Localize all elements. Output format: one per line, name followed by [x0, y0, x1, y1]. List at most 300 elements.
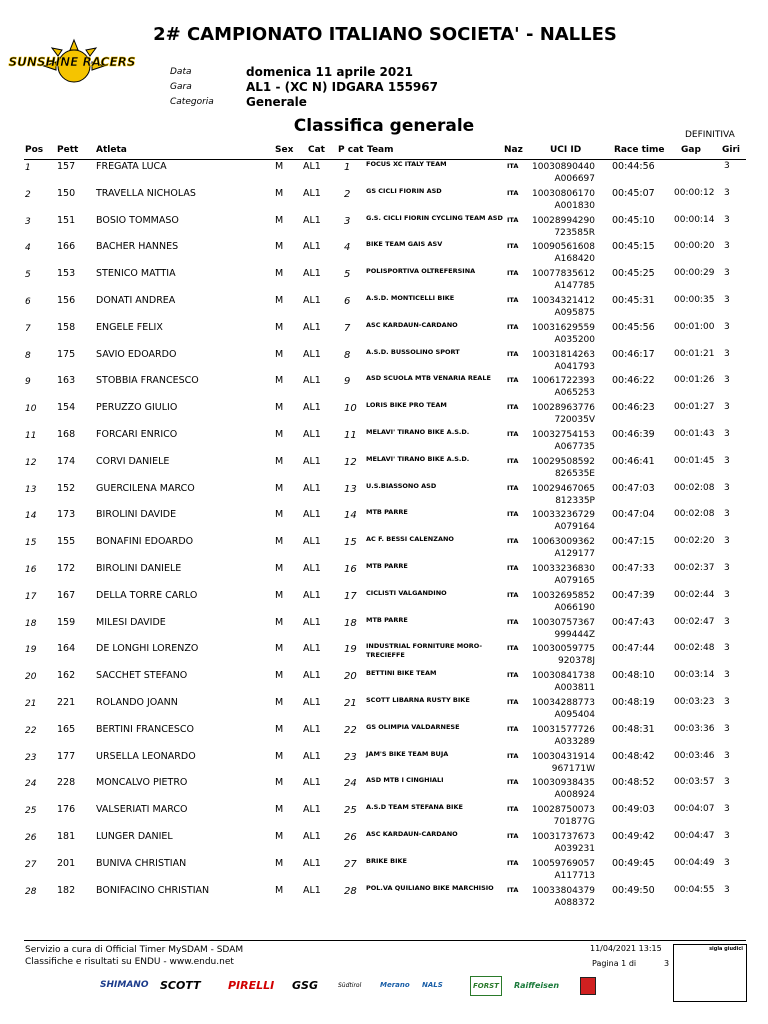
cell-sex: M — [275, 214, 284, 226]
cell-pos: 1 — [25, 163, 31, 173]
cell-pos: 2 — [25, 189, 31, 200]
cell-naz: ITA — [507, 376, 519, 385]
cell-giri: 3 — [724, 241, 730, 252]
table-row — [0, 294, 768, 321]
cell-gap: 00:03:46 — [674, 750, 715, 761]
cell-pett: 175 — [57, 348, 76, 360]
cell-pos: 13 — [25, 484, 37, 495]
cell-uci: 10030757367 999444Z — [532, 617, 595, 640]
cell-team: GS OLIMPIA VALDARNESE — [366, 722, 460, 731]
cell-uci: 10031629559 A035200 — [532, 322, 595, 345]
cell-naz: ITA — [507, 617, 519, 626]
table-header — [0, 145, 768, 159]
cell-atleta: BIROLINI DANIELE — [96, 562, 182, 574]
cell-team: CICLISTI VALGANDINO — [366, 588, 447, 597]
cell-cat: AL1 — [303, 723, 321, 735]
sponsor-sudtirol: Südtirol — [338, 981, 362, 989]
cell-team: POLISPORTIVA OLTREFERSINA — [366, 267, 476, 276]
cell-cat: AL1 — [303, 643, 321, 655]
cell-time: 00:49:50 — [612, 884, 655, 896]
cell-pos: 6 — [25, 296, 31, 307]
cell-team: LORIS BIKE PRO TEAM — [366, 401, 447, 410]
cell-pcat: 26 — [344, 831, 357, 843]
cell-gap: 00:03:14 — [674, 670, 715, 681]
cell-sex: M — [275, 348, 284, 360]
cell-pett: 154 — [57, 402, 76, 414]
cell-pos: 7 — [25, 323, 31, 334]
cell-pos: 5 — [25, 270, 31, 281]
cell-sex: M — [275, 723, 284, 735]
cell-pett: 155 — [57, 536, 76, 548]
cell-cat: AL1 — [303, 562, 321, 574]
cell-cat: AL1 — [303, 455, 321, 467]
cell-giri: 3 — [724, 482, 730, 493]
cell-time: 00:49:42 — [612, 830, 655, 842]
cell-atleta: BERTINI FRANCESCO — [96, 723, 195, 735]
cell-atleta: ROLANDO JOANN — [96, 696, 178, 708]
table-row — [0, 482, 768, 509]
cell-uci: 10030841738 A003811 — [532, 671, 595, 694]
cell-pos: 17 — [25, 591, 37, 602]
cell-pett: 176 — [57, 804, 76, 816]
cell-pos: 18 — [25, 618, 37, 629]
cell-pett: 156 — [57, 294, 76, 306]
data-label: Data — [170, 67, 192, 77]
cell-team: G.S. CICLI FIORIN CYCLING TEAM ASD — [366, 213, 503, 222]
page-title: 2# CAMPIONATO ITALIANO SOCIETA' - NALLES — [153, 24, 617, 45]
table-row — [0, 616, 768, 643]
cell-team: U.S.BIASSONO ASD — [366, 481, 437, 490]
cell-giri: 3 — [724, 750, 730, 761]
cell-gap: 00:01:26 — [674, 375, 715, 386]
cell-pett: 182 — [57, 884, 76, 896]
cell-cat: AL1 — [303, 670, 321, 682]
cell-pos: 16 — [25, 564, 37, 575]
cell-pos: 28 — [25, 886, 37, 897]
cell-time: 00:45:31 — [612, 294, 655, 306]
cell-pett: 177 — [57, 750, 76, 762]
table-row — [0, 776, 768, 803]
cell-gap: 00:02:44 — [674, 589, 715, 600]
cell-sex: M — [275, 643, 284, 655]
cell-pcat: 5 — [344, 269, 351, 281]
cell-cat: AL1 — [303, 750, 321, 762]
cell-naz: ITA — [507, 644, 519, 653]
cell-pcat: 16 — [344, 563, 357, 575]
cell-naz: ITA — [507, 778, 519, 787]
cell-sex: M — [275, 375, 284, 387]
cell-team: ASD MTB I CINGHIALI — [366, 776, 444, 785]
data-value: domenica 11 aprile 2021 — [246, 65, 413, 79]
cell-time: 00:45:15 — [612, 241, 655, 253]
cell-team: POL.VA QUILIANO BIKE MARCHISIO — [366, 883, 494, 892]
cell-time: 00:45:56 — [612, 321, 655, 333]
cell-cat: AL1 — [303, 616, 321, 628]
cell-pcat: 25 — [344, 805, 357, 817]
cell-pcat: 13 — [344, 483, 357, 495]
cell-pos: 12 — [25, 457, 37, 468]
cell-gap: 00:02:08 — [674, 482, 715, 493]
cell-time: 00:48:31 — [612, 723, 655, 735]
cell-uci: 10028750073 701877G — [532, 805, 595, 828]
cell-gap: 00:01:45 — [674, 455, 715, 466]
sponsor-pirelli: PIRELLI — [228, 978, 275, 992]
cell-sex: M — [275, 589, 284, 601]
gara-label: Gara — [170, 82, 192, 92]
cell-time: 00:47:04 — [612, 509, 655, 521]
cell-naz: ITA — [507, 537, 519, 546]
cell-pcat: 20 — [344, 671, 357, 683]
cell-atleta: LUNGER DANIEL — [96, 830, 173, 842]
cell-pos: 22 — [25, 725, 37, 736]
cell-cat: AL1 — [303, 161, 321, 172]
cell-uci: 10034321412 A095875 — [532, 295, 595, 318]
table-row — [0, 857, 768, 884]
cell-uci: 10030938435 A008924 — [532, 778, 595, 801]
cell-sex: M — [275, 455, 284, 467]
cell-giri: 3 — [724, 804, 730, 815]
cell-atleta: DE LONGHI LORENZO — [96, 643, 199, 655]
cell-uci: 10031577726 A033289 — [532, 724, 595, 747]
sponsor-gsg: GSG — [292, 978, 318, 992]
sponsor-shimano: SHIMANO — [100, 980, 149, 990]
cell-gap: 00:04:07 — [674, 804, 715, 815]
sponsor-merano: Merano — [380, 981, 410, 989]
cell-giri: 3 — [724, 562, 730, 573]
table-row — [0, 267, 768, 294]
cell-uci: 10090561608 A168420 — [532, 242, 595, 265]
cell-cat: AL1 — [303, 857, 321, 869]
cell-pcat: 19 — [344, 644, 357, 656]
cell-pos: 26 — [25, 832, 37, 843]
footer-credits — [25, 944, 243, 968]
cell-naz: ITA — [507, 269, 519, 278]
cell-giri: 3 — [724, 589, 730, 600]
cell-giri: 3 — [724, 509, 730, 520]
cell-gap: 00:00:29 — [674, 268, 715, 279]
cell-time: 00:47:44 — [612, 643, 655, 655]
cell-sex: M — [275, 777, 284, 789]
cell-pcat: 10 — [344, 403, 357, 415]
cell-sex: M — [275, 241, 284, 253]
cell-uci: 10063009362 A129177 — [532, 537, 595, 560]
cell-giri: 3 — [724, 455, 730, 466]
status-badge: DEFINITIVA — [685, 130, 735, 140]
cell-cat: AL1 — [303, 214, 321, 226]
col-gap: Gap — [681, 145, 701, 155]
cell-pos: 21 — [25, 698, 37, 709]
cell-gap: 00:04:55 — [674, 884, 715, 895]
sponsor-raiffeisen: Raiffeisen — [514, 980, 560, 990]
cell-gap: 00:04:49 — [674, 857, 715, 868]
table-row — [0, 401, 768, 428]
cell-atleta: STOBBIA FRANCESCO — [96, 375, 199, 387]
cell-atleta: DONATI ANDREA — [96, 294, 176, 306]
cell-sex: M — [275, 670, 284, 682]
cell-pos: 23 — [25, 752, 37, 763]
footer-line1: Servizio a cura di Official Timer MySDAM - SDAM — [25, 945, 244, 955]
cell-cat: AL1 — [303, 375, 321, 387]
cell-gap: 00:01:00 — [674, 321, 715, 332]
cell-giri: 3 — [724, 723, 730, 734]
cell-uci: 10033236729 A079164 — [532, 510, 595, 533]
cell-naz: ITA — [507, 322, 519, 331]
footer-page-total: 3 — [664, 959, 670, 968]
table-row — [0, 589, 768, 616]
cell-giri: 3 — [724, 616, 730, 627]
cell-naz: ITA — [507, 162, 519, 170]
cell-uci: 10030890440 A006697 — [532, 162, 595, 184]
cell-uci: 10030059775 920378J — [532, 644, 595, 667]
table-row — [0, 508, 768, 535]
col-pett: Pett — [57, 145, 79, 155]
table-row — [0, 240, 768, 267]
cell-atleta: DELLA TORRE CARLO — [96, 589, 198, 601]
cell-team: BETTINI BIKE TEAM — [366, 669, 437, 678]
cell-pos: 20 — [25, 672, 37, 683]
cell-time: 00:46:22 — [612, 375, 655, 387]
cell-pos: 15 — [25, 538, 37, 549]
cell-pcat: 22 — [344, 724, 357, 736]
cell-giri: 3 — [724, 670, 730, 681]
table-row — [0, 884, 768, 911]
cell-time: 00:48:10 — [612, 670, 655, 682]
cell-naz: ITA — [507, 885, 519, 894]
table-row — [0, 750, 768, 777]
cell-uci: 10061722393 A065253 — [532, 376, 595, 399]
cell-naz: ITA — [507, 215, 519, 224]
cell-time: 00:47:39 — [612, 589, 655, 601]
sponsor-strip — [100, 972, 600, 998]
cell-team: MELAVI' TIRANO BIKE A.S.D. — [366, 454, 470, 463]
cell-pett: 221 — [57, 696, 76, 708]
cell-cat: AL1 — [303, 884, 321, 896]
cell-atleta: CORVI DANIELE — [96, 455, 170, 467]
cell-team: A.S.D. BUSSOLINO SPORT — [366, 347, 460, 356]
cell-naz: ITA — [507, 805, 519, 814]
cell-pett: 164 — [57, 643, 76, 655]
cell-time: 00:45:25 — [612, 268, 655, 280]
cell-pett: 228 — [57, 777, 76, 789]
cell-time: 00:47:33 — [612, 562, 655, 574]
table-row — [0, 374, 768, 401]
cell-naz: ITA — [507, 751, 519, 760]
col-giri: Giri — [722, 145, 740, 155]
classification-title: Classifica generale — [293, 116, 475, 136]
cell-pos: 25 — [25, 806, 37, 817]
cell-naz: ITA — [507, 429, 519, 438]
sunshine-racers-logo — [8, 36, 136, 102]
table-row — [0, 723, 768, 750]
cell-pcat: 6 — [344, 295, 351, 307]
cell-team: MTB PARRE — [366, 508, 408, 517]
cell-team: MTB PARRE — [366, 615, 408, 624]
cell-sex: M — [275, 830, 284, 842]
cell-naz: ITA — [507, 456, 519, 465]
table-row — [0, 321, 768, 348]
col-team: Team — [367, 145, 394, 155]
cell-atleta: FORCARI ENRICO — [96, 428, 178, 440]
table-row — [0, 214, 768, 241]
cell-naz: ITA — [507, 697, 519, 706]
cell-team: FOCUS XC ITALY TEAM — [366, 160, 447, 168]
cell-gap: 00:02:48 — [674, 643, 715, 654]
cell-time: 00:45:07 — [612, 187, 655, 199]
cell-naz: ITA — [507, 510, 519, 519]
cell-team: MTB PARRE — [366, 561, 408, 570]
table-row — [0, 696, 768, 723]
cell-gap: 00:02:37 — [674, 562, 715, 573]
categoria-value: Generale — [246, 95, 307, 109]
cell-pos: 10 — [25, 404, 37, 415]
cell-cat: AL1 — [303, 321, 321, 333]
cell-pett: 158 — [57, 321, 76, 333]
cell-sex: M — [275, 804, 284, 816]
table-row — [0, 428, 768, 455]
cell-giri: 3 — [724, 268, 730, 279]
cell-time: 00:46:41 — [612, 455, 655, 467]
crest-icon — [580, 977, 596, 995]
cell-pett: 174 — [57, 455, 76, 467]
cell-gap: 00:00:14 — [674, 214, 715, 225]
cell-gap: 00:00:12 — [674, 187, 715, 198]
cell-team: A.S.D. MONTICELLI BIKE — [366, 293, 455, 302]
cell-pett: 159 — [57, 616, 76, 628]
cell-uci: 10033804379 A088372 — [532, 885, 595, 908]
col-pcat: P cat — [338, 145, 364, 155]
cell-time: 00:44:56 — [612, 161, 655, 172]
cell-atleta: BUNIVA CHRISTIAN — [96, 857, 187, 869]
cell-cat: AL1 — [303, 428, 321, 440]
cell-naz: ITA — [507, 671, 519, 680]
cell-pett: 181 — [57, 830, 76, 842]
cell-naz: ITA — [507, 724, 519, 733]
cell-uci: 10031737673 A039231 — [532, 831, 595, 854]
cell-uci: 10028963776 720035V — [532, 403, 595, 426]
cell-cat: AL1 — [303, 348, 321, 360]
cell-atleta: BONAFINI EDOARDO — [96, 536, 194, 548]
cell-sex: M — [275, 857, 284, 869]
cell-pcat: 21 — [344, 697, 357, 709]
cell-time: 00:46:23 — [612, 402, 655, 414]
cell-pcat: 18 — [344, 617, 357, 629]
cell-gap: 00:01:27 — [674, 402, 715, 413]
cell-atleta: PERUZZO GIULIO — [96, 402, 178, 414]
cell-atleta: BOSIO TOMMASO — [96, 214, 179, 226]
table-row — [0, 642, 768, 669]
cell-atleta: STENICO MATTIA — [96, 268, 176, 280]
cell-gap: 00:01:21 — [674, 348, 715, 359]
cell-team: AC F. BESSI CALENZANO — [366, 535, 454, 544]
cell-atleta: SACCHET STEFANO — [96, 670, 188, 682]
cell-sex: M — [275, 562, 284, 574]
cell-sex: M — [275, 616, 284, 628]
cell-gap: 00:00:20 — [674, 241, 715, 252]
cell-uci: 10030431914 967171W — [532, 751, 595, 774]
cell-atleta: SAVIO EDOARDO — [96, 348, 177, 360]
cell-team: JAM'S BIKE TEAM BUJA — [366, 749, 449, 758]
cell-naz: ITA — [507, 831, 519, 840]
results-table — [0, 160, 768, 910]
cell-gap: 00:01:43 — [674, 428, 715, 439]
col-pos: Pos — [25, 145, 44, 155]
cell-naz: ITA — [507, 563, 519, 572]
cell-sex: M — [275, 696, 284, 708]
cell-pcat: 8 — [344, 349, 351, 361]
cell-cat: AL1 — [303, 536, 321, 548]
cell-pos: 3 — [25, 216, 31, 227]
footer-page-label: Pagina 1 di — [592, 959, 637, 968]
cell-naz: ITA — [507, 403, 519, 412]
cell-time: 00:49:45 — [612, 857, 655, 869]
cell-sex: M — [275, 509, 284, 521]
cell-pcat: 4 — [344, 242, 351, 254]
cell-pett: 152 — [57, 482, 76, 494]
cell-naz: ITA — [507, 858, 519, 867]
cell-team: MELAVI' TIRANO BIKE A.S.D. — [366, 427, 470, 436]
cell-uci: 10028994290 723585R — [532, 215, 595, 238]
cell-time: 00:47:43 — [612, 616, 655, 628]
col-time: Race time — [614, 145, 665, 155]
cell-atleta: BACHER HANNES — [96, 241, 179, 253]
cell-uci: 10077835612 A147785 — [532, 269, 595, 292]
cell-cat: AL1 — [303, 696, 321, 708]
cell-atleta: BIROLINI DAVIDE — [96, 509, 177, 521]
cell-uci: 10029467065 812335P — [532, 483, 595, 506]
cell-pcat: 12 — [344, 456, 357, 468]
cell-cat: AL1 — [303, 187, 321, 199]
cell-cat: AL1 — [303, 402, 321, 414]
cell-giri: 3 — [724, 777, 730, 788]
cell-sex: M — [275, 268, 284, 280]
cell-giri: 3 — [724, 348, 730, 359]
cell-cat: AL1 — [303, 482, 321, 494]
cell-team: INDUSTRIAL FORNITURE MORO-TRECIEFFE — [366, 642, 483, 660]
cell-team: BIKE TEAM GAIS ASV — [366, 240, 443, 249]
cell-uci: 10059769057 A117713 — [532, 858, 595, 881]
cell-team: A.S.D TEAM STEFANA BIKE — [366, 803, 463, 812]
cell-atleta: TRAVELLA NICHOLAS — [96, 187, 196, 199]
cell-sex: M — [275, 428, 284, 440]
cell-atleta: MONCALVO PIETRO — [96, 777, 188, 789]
cell-time: 00:45:10 — [612, 214, 655, 226]
signature-box — [673, 944, 747, 1002]
cell-atleta: FREGATA LUCA — [96, 161, 167, 172]
cell-cat: AL1 — [303, 294, 321, 306]
table-row — [0, 160, 768, 187]
cell-uci: 10030806170 A001830 — [532, 188, 595, 211]
sponsor-nals: NALS — [422, 981, 443, 989]
cell-time: 00:48:52 — [612, 777, 655, 789]
cell-gap: 00:02:08 — [674, 509, 715, 520]
cell-time: 00:48:19 — [612, 696, 655, 708]
cell-time: 00:49:03 — [612, 804, 655, 816]
cell-uci: 10032754153 A067735 — [532, 429, 595, 452]
cell-pcat: 17 — [344, 590, 357, 602]
cell-cat: AL1 — [303, 589, 321, 601]
table-row — [0, 803, 768, 830]
table-row — [0, 669, 768, 696]
cell-pos: 11 — [25, 430, 37, 441]
col-cat: Cat — [308, 145, 325, 155]
cell-sex: M — [275, 161, 284, 172]
cell-naz: ITA — [507, 349, 519, 358]
cell-team: ASC KARDAUN-CARDANO — [366, 829, 458, 838]
cell-pcat: 7 — [344, 322, 351, 334]
cell-pos: 27 — [25, 859, 37, 870]
cell-cat: AL1 — [303, 268, 321, 280]
cell-gap: 00:03:36 — [674, 723, 715, 734]
